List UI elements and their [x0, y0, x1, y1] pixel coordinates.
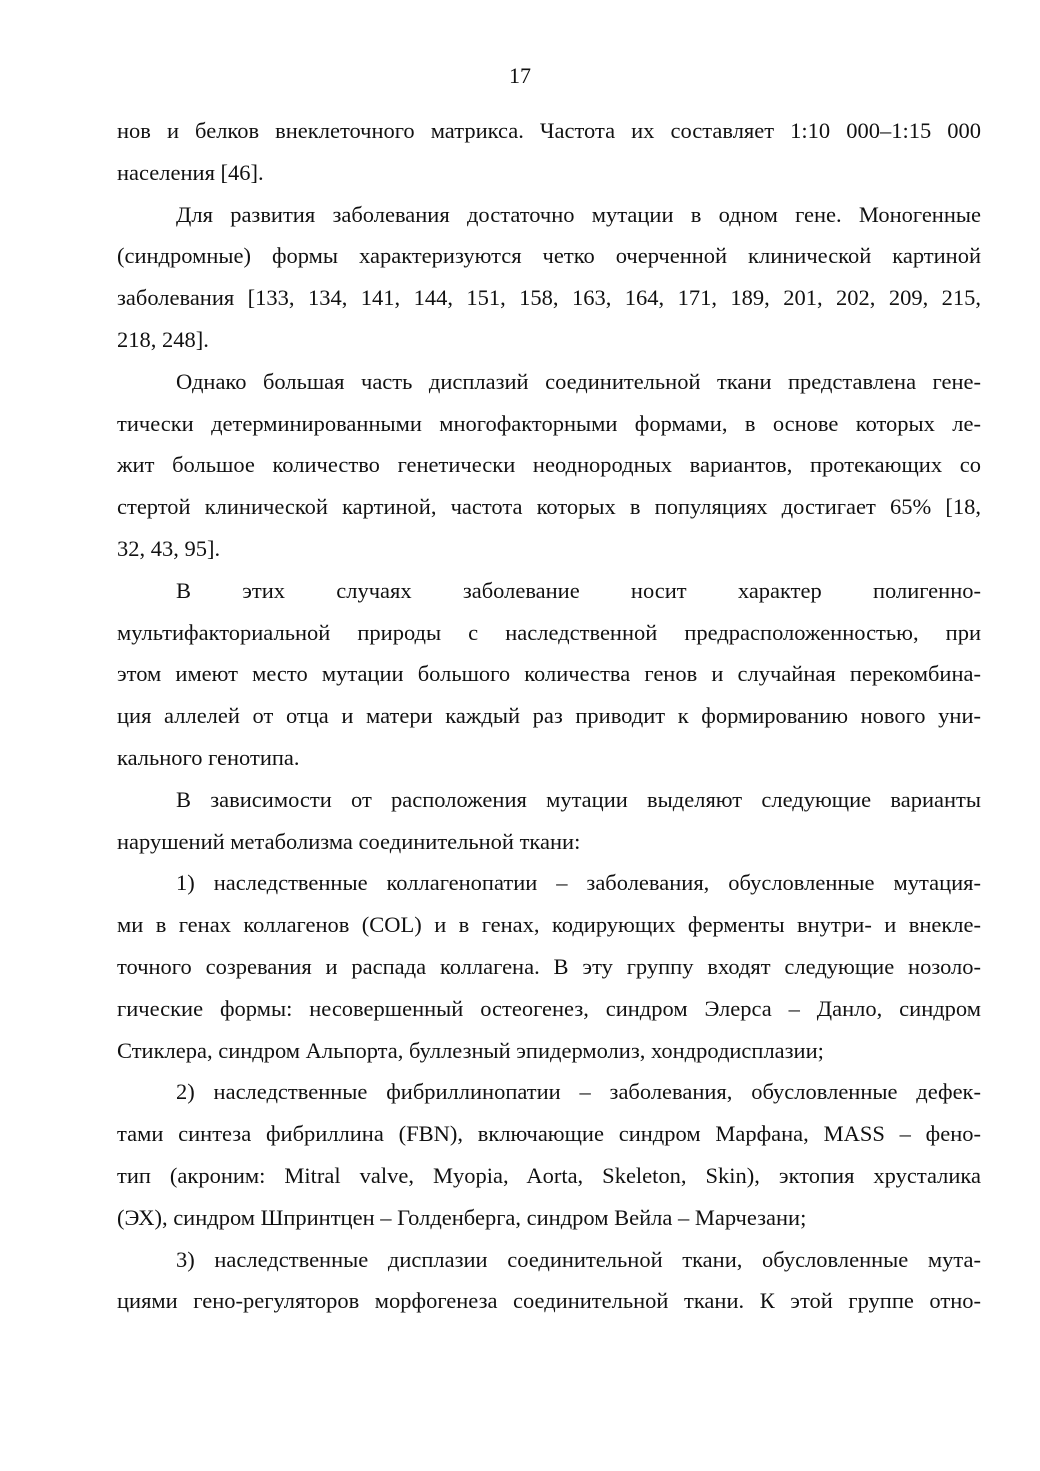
text-line: стертой клинической картиной, частота которых в популяциях достигает 65% [18,	[117, 494, 981, 520]
text-line: (синдромные) формы характеризуются четко очерченной клинической картиной	[117, 243, 981, 269]
text-line: гические формы: несовершенный остеогенез, синдром Элерса – Данло, синдром	[117, 995, 981, 1021]
text-line: 218, 248].	[117, 326, 209, 352]
paragraph	[117, 779, 981, 863]
paragraph	[117, 194, 981, 361]
paragraph	[117, 361, 981, 570]
text-line: заболевания [133, 134, 141, 144, 151, 158, 163, 164, 171, 189, 201, 202, 209, 215,	[117, 285, 981, 311]
text-line: 1) наследственные коллагенопатии – заболевания, обусловленные мутация-	[176, 870, 981, 896]
text-line: мультифакториальной природы с наследственной предрасположенностью, при	[117, 619, 981, 645]
paragraph	[117, 110, 981, 194]
text-line: кального генотипа.	[117, 744, 300, 770]
text-line: этом имеют место мутации большого количества генов и случайная перекомбина-	[117, 661, 981, 687]
text-line: Однако большая часть дисплазий соединительной ткани представлена гене-	[176, 368, 981, 394]
paragraph	[117, 1071, 981, 1238]
text-line: нов и белков внеклеточного матрикса. Частота их составляет 1:10 000–1:15 000	[117, 118, 981, 143]
paragraph	[117, 570, 981, 779]
paragraph	[117, 862, 981, 1071]
text-line: Стиклера, синдром Альпорта, буллезный эпидермолиз, хондродисплазии;	[117, 1037, 824, 1063]
text-line: тип (акроним: Mitral valve, Myopia, Aorta, Skeleton, Skin), эктопия хрусталика	[117, 1162, 981, 1188]
text-line: ми в генах коллагенов (COL) и в генах, кодирующих ферменты внутри- и внекле-	[117, 912, 981, 938]
text-line: (ЭХ), синдром Шпринтцен – Голденберга, синдром Вейла – Марчезани;	[117, 1204, 807, 1230]
paragraph	[117, 1239, 981, 1323]
text-line: тами синтеза фибриллина (FBN), включающие синдром Марфана, MASS – фено-	[117, 1121, 981, 1147]
text-line: Для развития заболевания достаточно мутации в одном гене. Моногенные	[176, 201, 981, 227]
page-body	[117, 110, 981, 1322]
text-line: 32, 43, 95].	[117, 535, 221, 561]
text-line: 2) наследственные фибриллинопатии – заболевания, обусловленные дефек-	[176, 1079, 981, 1105]
text-line: нарушений метаболизма соединительной ткани:	[117, 828, 581, 854]
text-line: жит большое количество генетически неоднородных вариантов, протекающих со	[117, 452, 981, 478]
text-line: циями гено-регуляторов морфогенеза соединительной ткани. К этой группе отно-	[117, 1288, 981, 1314]
text-line: В зависимости от расположения мутации выделяют следующие варианты	[176, 786, 981, 812]
text-line: ция аллелей от отца и матери каждый раз приводит к формированию нового уни-	[117, 703, 981, 729]
page-number: 17	[509, 63, 531, 88]
text-line: населения [46].	[117, 159, 264, 185]
text-line: 3) наследственные дисплазии соединительной ткани, обусловленные мута-	[176, 1246, 981, 1272]
text-line: точного созревания и распада коллагена. В эту группу входят следующие нозоло-	[117, 953, 981, 979]
text-line: В этих случаях заболевание носит характер полигенно-	[176, 577, 981, 603]
text-line: тически детерминированными многофакторными формами, в основе которых ле-	[117, 410, 981, 436]
